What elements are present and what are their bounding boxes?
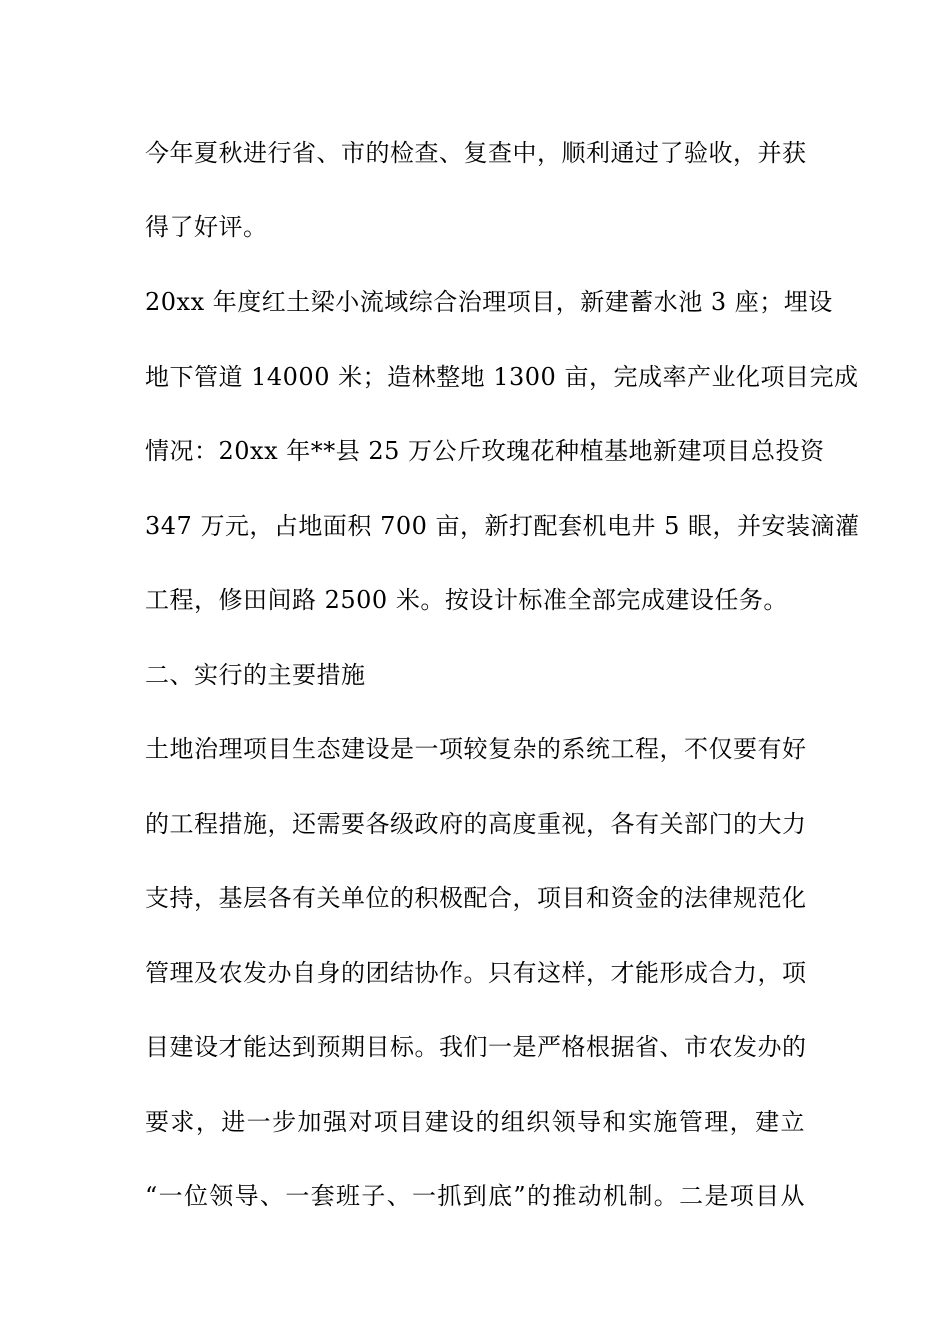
- text-line: 支持，基层各有关单位的积极配合，项目和资金的法律规范化: [145, 884, 807, 912]
- text-line: 情况：20xx 年**县 25 万公斤玫瑰花种植基地新建项目总投资: [145, 437, 825, 465]
- text-line: 20xx 年度红土梁小流域综合治理项目，新建蓄水池 3 座；埋设: [145, 288, 833, 316]
- text-line: 的工程措施，还需要各级政府的高度重视，各有关部门的大力: [145, 810, 807, 838]
- text-line: 要求，进一步加强对项目建设的组织领导和实施管理，建立: [145, 1108, 805, 1136]
- text-line: “一位领导、一套班子、一抓到底”的推动机制。二是项目从: [145, 1182, 805, 1210]
- text-line: 目建设才能达到预期目标。我们一是严格根据省、市农发办的: [145, 1033, 807, 1061]
- text-line: 今年夏秋进行省、市的检查、复查中，顺利通过了验收，并获: [145, 139, 807, 167]
- text-line: 347 万元，占地面积 700 亩，新打配套机电井 5 眼，并安装滴灌: [145, 512, 860, 540]
- text-line: 管理及农发办自身的团结协作。只有这样，才能形成合力，项: [145, 959, 807, 987]
- section-heading: 二、实行的主要措施: [145, 661, 366, 689]
- text-line: 地下管道 14000 米；造林整地 1300 亩，完成率产业化项目完成: [145, 363, 859, 391]
- text-line: 得了好评。: [145, 213, 268, 241]
- text-line: 工程，修田间路 2500 米。按设计标准全部完成建设任务。: [145, 586, 788, 614]
- text-line: 土地治理项目生态建设是一项较复杂的系统工程，不仅要有好: [145, 735, 807, 763]
